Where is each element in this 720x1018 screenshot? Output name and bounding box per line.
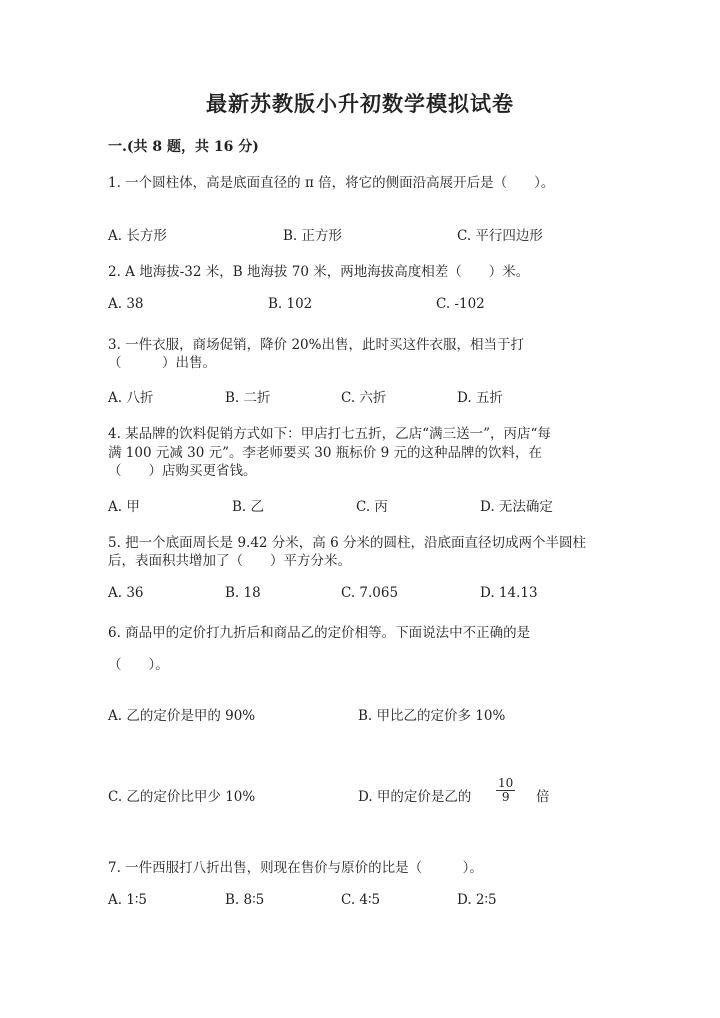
question-text: （ ）出售。 xyxy=(108,355,216,371)
option-b: B. 甲比乙的定价多 10% xyxy=(358,708,506,724)
option-c: C. 丙 xyxy=(356,499,388,515)
page-title: 最新苏教版小升初数学模拟试卷 xyxy=(206,91,514,116)
option-a: A. 长方形 xyxy=(108,228,167,244)
question-text: 后，表面积共增加了（ ）平方分米。 xyxy=(108,553,351,569)
option-b: B. 18 xyxy=(225,585,261,601)
question-text: 1. 一个圆柱体，高是底面直径的 π 倍，将它的侧面沿高展开后是（ ）。 xyxy=(108,175,555,191)
question-text: 2. A 地海拔-32 米，B 地海拔 70 米，两地海拔高度相差（ ）米。 xyxy=(108,264,530,280)
option-b: B. 正方形 xyxy=(283,228,343,244)
option-d: D. 2∶5 xyxy=(457,892,497,908)
question-text: 7. 一件西服打八折出售，则现在售价与原价的比是（ ）。 xyxy=(108,860,483,876)
option-a: A. 36 xyxy=(108,585,144,601)
fraction-denominator: 9 xyxy=(501,790,510,804)
option-a: A. 八折 xyxy=(108,390,154,406)
question-text: 4. 某品牌的饮料促销方式如下：甲店打七五折，乙店“满三送一”，丙店“每 xyxy=(108,426,551,442)
option-c: C. 乙的定价比甲少 10% xyxy=(108,789,256,805)
option-a: A. 38 xyxy=(108,296,144,312)
question-text: 6. 商品甲的定价打九折后和商品乙的定价相等。下面说法中不正确的是 xyxy=(108,625,531,641)
option-d: D. 五折 xyxy=(457,390,503,406)
question-text: 满 100 元减 30 元”。李老师要买 30 瓶标价 9 元的这种品牌的饮料，在 xyxy=(108,445,542,461)
option-b: B. 二折 xyxy=(225,390,271,406)
question-text: （ ）。 xyxy=(108,657,169,673)
fraction-numerator: 10 xyxy=(498,776,514,790)
section-heading: 一.(共 8 题，共 16 分) xyxy=(108,139,259,155)
option-b: B. 乙 xyxy=(232,499,265,515)
question-text: 3. 一件衣服，商场促销，降价 20%出售，此时买这件衣服，相当于打 xyxy=(108,337,524,353)
option-b: B. 8∶5 xyxy=(225,892,265,908)
option-c: C. 六折 xyxy=(341,390,387,406)
question-text: （ ）店购买更省钱。 xyxy=(108,463,257,479)
option-a: A. 乙的定价是甲的 90% xyxy=(108,708,256,724)
option-d: D. 14.13 xyxy=(480,585,538,601)
fraction xyxy=(496,777,515,804)
question-text: 5. 把一个底面周长是 9.42 分米，高 6 分米的圆柱，沿底面直径切成两个半圆柱 xyxy=(108,535,586,551)
option-d: D. 甲的定价是乙的 xyxy=(358,789,472,805)
option-c: C. -102 xyxy=(436,296,485,312)
option-c: C. 7.065 xyxy=(341,585,399,601)
option-c: C. 平行四边形 xyxy=(457,228,543,244)
fraction-suffix: 倍 xyxy=(536,789,550,805)
option-d: D. 无法确定 xyxy=(480,499,553,515)
option-c: C. 4∶5 xyxy=(341,892,381,908)
option-a: A. 甲 xyxy=(108,499,140,515)
option-b: B. 102 xyxy=(268,296,313,312)
option-a: A. 1∶5 xyxy=(108,892,148,908)
